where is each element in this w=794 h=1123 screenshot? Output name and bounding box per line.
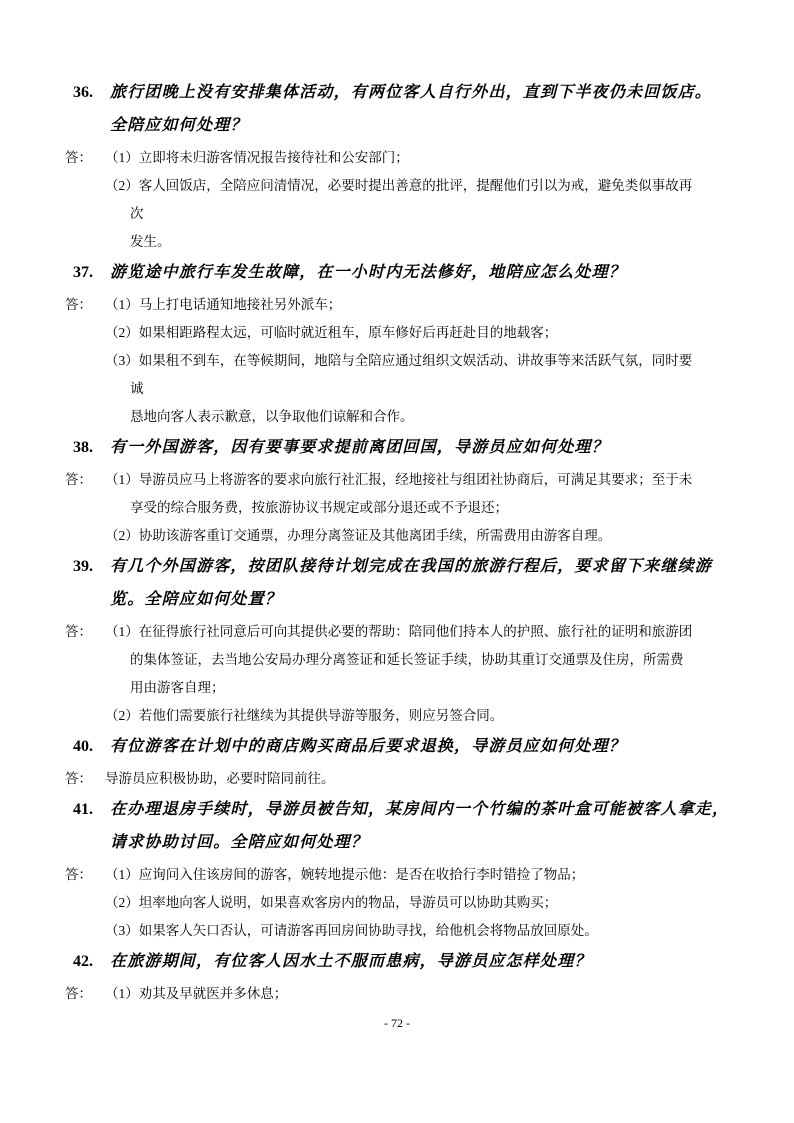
answer-text: （1）立即将未归游客情况报告接待社和公安部门； (105, 150, 409, 165)
answer-label: 答： (65, 150, 92, 165)
question-heading-line (65, 256, 734, 289)
answer-line (65, 618, 734, 646)
question-title: 游览途中旅行车发生故障，在一小时内无法修好，地陪应怎么处理？ (110, 264, 627, 281)
question-block-36 (65, 76, 734, 256)
question-title: 有位游客在计划中的商店购买商品后要求退换，导游员应如何处理？ (110, 738, 627, 755)
question-heading (65, 730, 734, 763)
answer-line: （2）协助该游客重订交通票，办理分离签证及其他离团手续，所需费用由游客自理。 (105, 528, 612, 543)
question-heading (65, 256, 734, 289)
question-title: 旅行团晚上没有安排集体活动，有两位客人自行外出，直到下半夜仍未回饭店。 (110, 84, 713, 101)
answer-block (65, 291, 734, 431)
question-heading-line (65, 431, 734, 464)
answer-line: （3）如果客人矢口否认，可请游客再回房间协助寻找，给他机会将物品放回原处。 (105, 923, 598, 938)
answer-text: （1）在征得旅行社同意后可向其提供必要的帮助：陪同他们持本人的护照、旅行社的证明和旅游团 (105, 624, 693, 639)
question-heading-line (65, 793, 734, 826)
answer-line: 诚 (130, 381, 144, 396)
question-number: 38. (73, 439, 93, 456)
question-title-continued: 请求协助讨回。全陪应如何处理？ (110, 834, 369, 851)
answer-line: 享受的综合服务费，按旅游协议书规定或部分退还或不予退还； (130, 500, 508, 515)
question-heading-line (65, 945, 734, 978)
question-block-37 (65, 256, 734, 431)
answer-line (65, 291, 734, 319)
question-number: 41. (73, 801, 93, 818)
answer-line (65, 466, 734, 494)
question-block-40 (65, 730, 734, 793)
question-heading-line (65, 730, 734, 763)
question-number: 39. (73, 558, 93, 575)
answer-line (65, 861, 734, 889)
page-number-footer: - 72 - (384, 1016, 410, 1030)
answer-text: （1）应询问入住该房间的游客，婉转地提示他：是否在收拾行李时错捡了物品； (105, 867, 585, 882)
answer-block (65, 980, 734, 1008)
question-heading (65, 431, 734, 464)
answer-line (65, 144, 734, 172)
answer-label: 答： (65, 771, 92, 786)
question-block-42 (65, 945, 734, 1008)
question-number: 36. (73, 84, 93, 101)
question-heading (65, 793, 734, 859)
answer-block (65, 765, 734, 793)
answer-line: 的集体签证，去当地公安局办理分离签证和延长签证手续，协助其重订交通票及住房，所需费 (130, 652, 684, 667)
answer-line: （2）坦率地向客人说明，如果喜欢客房内的物品，导游员可以协助其购买； (105, 895, 558, 910)
question-title: 在办理退房手续时，导游员被告知，某房间内一个竹编的茶叶盒可能被客人拿走， (110, 801, 730, 818)
answer-line (65, 980, 734, 1008)
answer-label: 答： (65, 297, 92, 312)
answer-label: 答： (65, 986, 92, 1001)
answer-label: 答： (65, 867, 92, 882)
answer-line: 恳地向客人表示歉意，以争取他们谅解和合作。 (130, 409, 414, 424)
question-block-41 (65, 793, 734, 945)
answer-label: 答： (65, 472, 92, 487)
question-heading (65, 550, 734, 616)
answer-line: 发生。 (130, 234, 171, 249)
answer-line: 次 (130, 206, 144, 221)
question-heading-line (65, 76, 734, 109)
answer-label: 答： (65, 624, 92, 639)
answer-block (65, 618, 734, 730)
answer-line (65, 765, 734, 793)
question-title-continued: 览。全陪应如何处置？ (110, 591, 283, 608)
answer-block (65, 144, 734, 256)
question-heading (65, 76, 734, 142)
question-number: 40. (73, 738, 93, 755)
answer-text: （1）劝其及早就医并多休息； (105, 986, 288, 1001)
answer-text: （1）导游员应马上将游客的要求向旅行社汇报，经地接社与组团社协商后，可满足其要求；至于未 (105, 472, 693, 487)
question-block-38 (65, 431, 734, 550)
question-heading-line (65, 550, 734, 583)
answer-block (65, 466, 734, 550)
answer-line: （2）如果相距路程太远，可临时就近租车，原车修好后再赶赴目的地载客； (105, 325, 558, 340)
question-heading (65, 945, 734, 978)
question-title: 在旅游期间，有位客人因水土不服而患病，导游员应怎样处理？ (110, 953, 592, 970)
answer-text: 导游员应积极协助，必要时陪同前往。 (105, 771, 335, 786)
question-number: 37. (73, 264, 93, 281)
question-number: 42. (73, 953, 93, 970)
answer-line: （2）客人回饭店，全陪应问清情况，必要时提出善意的批评，提醒他们引以为戒，避免类似事故再 (105, 178, 693, 193)
question-block-39 (65, 550, 734, 730)
question-title: 有几个外国游客，按团队接待计划完成在我国的旅游行程后，要求留下来继续游 (110, 558, 713, 575)
answer-block (65, 861, 734, 945)
answer-line: （3）如果租不到车，在等候期间，地陪与全陪应通过组织文娱活动、讲故事等来活跃气氛，同时要 (105, 353, 693, 368)
question-title: 有一外国游客，因有要事要求提前离团回国，导游员应如何处理？ (110, 439, 609, 456)
answer-line: 用由游客自理； (130, 680, 225, 695)
answer-line: （2）若他们需要旅行社继续为其提供导游等服务，则应另签合同。 (105, 708, 504, 723)
answer-text: （1）马上打电话通知地接社另外派车； (105, 297, 342, 312)
question-title-continued: 全陪应如何处理？ (110, 117, 248, 134)
